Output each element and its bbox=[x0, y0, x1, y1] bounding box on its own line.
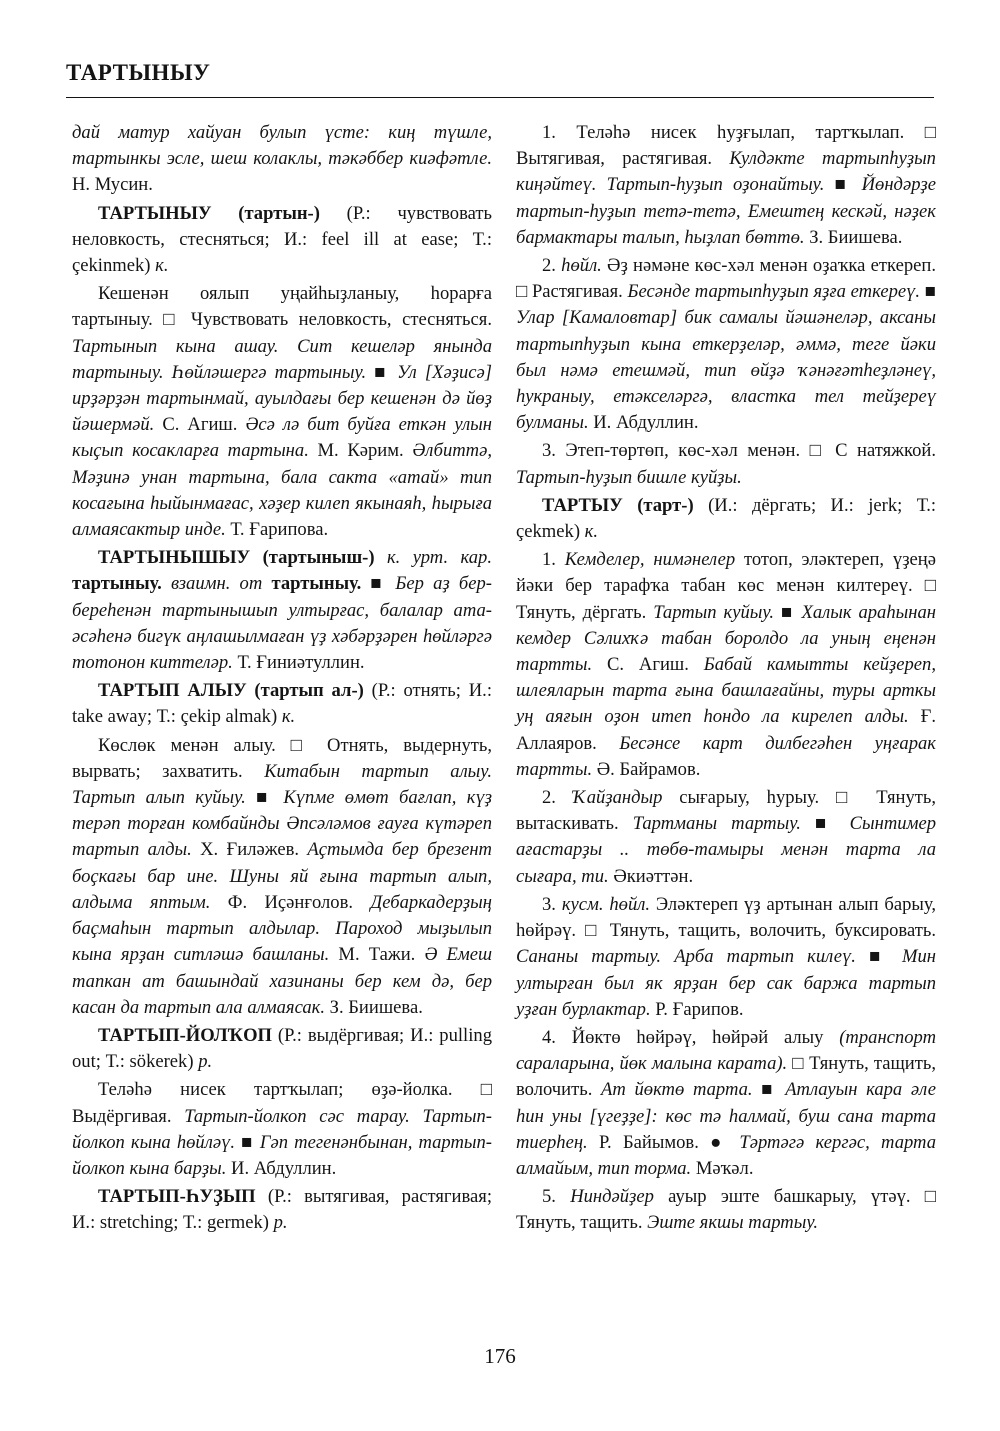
text-run: Көслөк менән алыу. □ Отнять, выдернуть, вырвать; захватить. bbox=[72, 734, 492, 782]
text-run: Теләһә нисек тартҡылап; өҙә-йолка. □ Выдёргивая. bbox=[72, 1079, 492, 1127]
running-head: ТАРТЫНЫУ bbox=[66, 60, 211, 85]
italic-text: Бесәнде тартыпһуҙып яҙға еткереү. bbox=[627, 281, 921, 303]
text-run: ауыр эште башкарыу, үтәү. □ Тянуть, тащить. bbox=[516, 1186, 937, 1234]
entry-paragraph bbox=[516, 438, 936, 490]
italic-text: Күпме өмөт бағлап, күҙ терәп торған комбайнды Әпсәләмов ғауға күтәреп тартып алды. bbox=[72, 787, 493, 861]
italic-text: Атлауын кара әле һин уны [үгеҙҙе]: көс тә һалмай, буш сана тарта тиерһең. bbox=[516, 1079, 936, 1153]
text-run: 3. bbox=[542, 893, 562, 915]
text-run: ■ bbox=[366, 361, 398, 383]
italic-text: Ат йөктө тарта. bbox=[601, 1079, 753, 1101]
italic-text: Сынтимер ағастарҙы .. төбө-тамыры менән тарта ла сығара, ти. bbox=[516, 813, 936, 887]
right-column bbox=[516, 120, 936, 1239]
italic-text: Ҡайҙандыр bbox=[572, 787, 663, 809]
headword: тартыныу. bbox=[271, 573, 362, 595]
italic-text: Эште якшы тартыу. bbox=[647, 1212, 819, 1234]
italic-text: Ул [Хәҙисә] ирҙәрҙән тартынмай, ауылдағы бер кешенән дә йөҙ йәшермәй. bbox=[72, 361, 493, 436]
entry-paragraph bbox=[516, 493, 936, 545]
italic-text: Ниндәйҙер bbox=[570, 1186, 654, 1208]
entry-paragraph bbox=[72, 201, 492, 280]
entry-paragraph bbox=[516, 785, 936, 890]
text-run: ■ bbox=[361, 573, 396, 595]
entry-paragraph bbox=[72, 1077, 492, 1182]
text-run: 4. Йөктө һөйрәү, һөйрәй алыу bbox=[542, 1026, 840, 1048]
entry-paragraph bbox=[516, 253, 936, 436]
text-run bbox=[262, 573, 271, 594]
text-run: И. Абдуллин. bbox=[588, 412, 699, 434]
text-run: ■ bbox=[920, 281, 937, 303]
headword: ТАРТЫУ (тарт-) bbox=[542, 494, 694, 516]
entry-paragraph bbox=[72, 120, 492, 199]
text-run: (Р.: отнять; И.: take away; Т.: çekip almak) bbox=[72, 680, 492, 728]
italic-text: Әсә лә бит буйға еткән улын кыҫып косакларға тартына. bbox=[72, 414, 492, 462]
text-run bbox=[162, 573, 171, 594]
text-run: С. Агиш. bbox=[592, 654, 704, 676]
text-run: ■ bbox=[800, 813, 850, 835]
italic-text: Йөндәрҙе тартып-һуҙып тетә-тетә, Емештең кескәй, нәҙек бармактары талып, һыҙлап бөттө. bbox=[516, 174, 937, 248]
text-run: Әкиәттән. bbox=[608, 865, 694, 887]
headword: ТАРТЫНЫШЫУ (тартыныш-) bbox=[98, 547, 375, 569]
text-run: 3. Этеп-төртөп, көс-хәл менән. □ С натяжкой. bbox=[542, 440, 936, 462]
text-run: ■ bbox=[235, 1131, 260, 1153]
headword: тартыныу. bbox=[72, 573, 162, 595]
italic-text: взаимн. от bbox=[170, 573, 263, 595]
text-run: Х. Ғиләжев. bbox=[191, 839, 308, 861]
text-run: Эләктереп үҙ артынан алып барыу, һөйрәү. □ Тянуть, тащить, волочить, буксировать. bbox=[516, 893, 937, 942]
entry-paragraph bbox=[72, 281, 492, 543]
text-run: ■ bbox=[824, 174, 862, 196]
text-run: И. Абдуллин. bbox=[226, 1157, 337, 1179]
italic-text: к. bbox=[155, 255, 169, 277]
italic-text: р. bbox=[273, 1212, 288, 1234]
text-run: (И.: дёргать; И.: jerk; Т.: çekmek) bbox=[516, 494, 937, 543]
headword: ТАРТЫНЫУ (тартын-) bbox=[98, 202, 320, 224]
text-run: Н. Мусин. bbox=[72, 174, 153, 196]
header-rule bbox=[66, 97, 934, 98]
italic-text: Улар [Камаловтар] бик самалы йәшәнеләр, аксаны тартыпһуҙып кына еткерҙеләр, әммә, теге йәки был нәмә етешмәй, тип өйҙә ҡәнәғәтһеҙләнеү, һукраныу, етәкселәргә, властка тел тейҙереү булманы. bbox=[516, 307, 936, 434]
text-run: (Р.: выдёргивая; И.: pulling out; Т.: sökerek) bbox=[72, 1024, 492, 1073]
text-run: (Р.: чувствовать неловкость, стесняться; И.: feel ill at ease; Т.: çekinmek) bbox=[72, 202, 492, 277]
italic-text: Кемделер, нимәнелер bbox=[564, 549, 736, 571]
text-run: Р. Байымов. ● bbox=[587, 1131, 740, 1153]
italic-text: (транспорт сараларына, йөк малына карата). bbox=[516, 1026, 936, 1075]
italic-text: һөйл. bbox=[561, 255, 602, 277]
text-run: ■ bbox=[855, 946, 902, 968]
entry-paragraph bbox=[516, 1025, 936, 1182]
italic-text: Тартманы тартыу. bbox=[632, 813, 801, 835]
italic-text: Бер аҙ бер-береһенән тартынышып ултырғас, балалар ата-әсәһенә бигүк аңлашылмаған үҙ хәбәрҙәрен һөйләргә тотонон киттеләр. bbox=[72, 573, 492, 674]
text-run: (Р.: вытягивая, растягивая; И.: stretching; Т.: germek) bbox=[72, 1186, 492, 1234]
text-run: З. Биишева. bbox=[804, 226, 903, 248]
text-run: Р. Ғарипов. bbox=[650, 998, 744, 1020]
entry-paragraph bbox=[72, 1184, 492, 1236]
text-run: М. Тажи. bbox=[329, 944, 425, 966]
entry-paragraph bbox=[516, 120, 936, 251]
italic-text: Ә Емеш тапкан ат башындай хазинаны бер кем дә, бер касан да тартып ала алмаясак. bbox=[72, 944, 492, 1018]
entry-paragraph bbox=[72, 545, 492, 676]
entry-paragraph bbox=[516, 547, 936, 783]
text-run: Т. Ғарипова. bbox=[225, 519, 329, 541]
entry-paragraph bbox=[72, 678, 492, 730]
italic-text: кусм. һөйл. bbox=[561, 893, 651, 915]
italic-text: Тартынып кына ашау. Сит кешеләр янында тартыныу. Һөйләшергә тартыныу. bbox=[72, 335, 492, 383]
italic-text: Сананы тартыу. Арба тартып килеү. bbox=[516, 946, 856, 968]
text-run: ■ bbox=[752, 1079, 786, 1101]
italic-text: Кулдәкте тартыпһуҙып киңәйтеү. Тартып-һуҙып оҙонайтыу. bbox=[516, 148, 936, 196]
entry-paragraph bbox=[72, 1023, 492, 1075]
italic-text: Гәп тегенәнбынан, тартып-йолкоп кына барҙы. bbox=[72, 1131, 492, 1179]
text-run: С. Агиш. bbox=[154, 414, 246, 436]
italic-text: Тартып куйыу. bbox=[653, 601, 775, 623]
entry-paragraph bbox=[516, 1184, 936, 1236]
text-run: сығарыу, һурыу. □ Тянуть, вытаскивать. bbox=[516, 787, 936, 835]
italic-text: Тартып-һуҙып бишле куйҙы. bbox=[516, 466, 742, 488]
italic-text: Аҫтымда бер брезент боҫкағы бар ине. Шуны яй ғына тартып алып, алдыма яптым. bbox=[72, 839, 492, 913]
italic-text: Тәртәгә кергәс, тарта алмайым, тип торма. bbox=[516, 1131, 936, 1179]
text-run: Т. Ғиниәтуллин. bbox=[232, 652, 365, 674]
italic-text: дай матур хайуан булып үсте: киң түшле, тартынкы эсле, шеш колаклы, тәкәббер киәфәтле. bbox=[72, 122, 492, 170]
italic-text: Тартып-йолкоп сәс тарау. Тартып-йолкоп кына һөйләү. bbox=[72, 1105, 492, 1153]
headword: ТАРТЫП-ҺУҘЫП bbox=[98, 1186, 256, 1208]
italic-text: Халык араһынан кемдер Сәлихҡә табан боролдо ла уның еңенән тартты. bbox=[516, 601, 936, 676]
entry-paragraph bbox=[516, 892, 936, 1023]
text-run: Ғ. Аллаяров. bbox=[516, 706, 937, 754]
text-run: □ Тянуть, тащить, волочить. bbox=[516, 1053, 936, 1101]
italic-text: к. bbox=[281, 706, 296, 728]
headword: ТАРТЫП АЛЫУ (тартып ал-) bbox=[98, 680, 364, 702]
italic-text: Дебаркадерҙың баҫмаһын тартып алдылар. Пароход мыҙылып кына ярҙан ситләшә башланы. bbox=[72, 891, 492, 966]
text-run: Кешенән оялып уңайһыҙланыу, һорарға тартыныу. □ Чувствовать неловкость, стесняться. bbox=[72, 283, 492, 331]
text-run bbox=[375, 547, 387, 568]
text-run: тотоп, эләктереп, үҙеңә йәки бер тарафҡа табан көс менән килтереү. □ Тянуть, дёргать. bbox=[516, 549, 936, 623]
text-run: Ф. Иҫәнғолов. bbox=[210, 891, 371, 913]
text-run: Ә. Байрамов. bbox=[592, 758, 701, 780]
italic-text: Мин ултырған был як ярҙан бер сак баржа тартып уҙған бурлактар. bbox=[516, 946, 937, 1020]
headword: ТАРТЫП-ЙОЛҠОП bbox=[98, 1024, 272, 1046]
text-run: ■ bbox=[245, 787, 284, 809]
text-run: М. Кәрим. bbox=[308, 440, 413, 462]
text-run: З. Биишева. bbox=[325, 996, 423, 1018]
page-number: 176 bbox=[484, 1344, 516, 1368]
text-run: 2. bbox=[542, 787, 573, 809]
italic-text: Әлбиттә, Мәҙинә унан тартына, бала сакта «атай» тип косағына һыйынмағас, хәҙер килеп якынаяһ, һырыға алмаясактыр инде. bbox=[72, 440, 493, 541]
left-column bbox=[72, 120, 492, 1239]
italic-text: р. bbox=[198, 1051, 213, 1073]
italic-text: к. урт. кар. bbox=[386, 547, 493, 569]
text-run: Әҙ нәмәне көс-хәл менән оҙаҡка еткереп. □ Растягивая. bbox=[516, 255, 937, 303]
text-run: 5. bbox=[542, 1186, 571, 1208]
italic-text: Бесәнсе карт дилбегәһен уңғарак тартты. bbox=[516, 732, 936, 780]
text-run: 1. bbox=[542, 549, 565, 571]
entry-paragraph bbox=[72, 733, 492, 1021]
italic-text: Бабай камытты кейҙереп, шлеяларын тарта ғына башлағайны, туры арткы уң аяғын оҙон итеп һондо ла кирелеп алды. bbox=[516, 654, 937, 728]
text-run: 1. Теләһә нисек һуҙғылап, тартҡылап. □ Вытягивая, растягивая. bbox=[516, 122, 936, 170]
text-run: 2. bbox=[542, 255, 562, 277]
text-run: Мәҡәл. bbox=[691, 1157, 754, 1179]
text-run: ■ bbox=[774, 601, 802, 623]
italic-text: Китабын тартып алыу. Тартып алып куйыу. bbox=[72, 760, 492, 809]
italic-text: к. bbox=[584, 521, 599, 543]
